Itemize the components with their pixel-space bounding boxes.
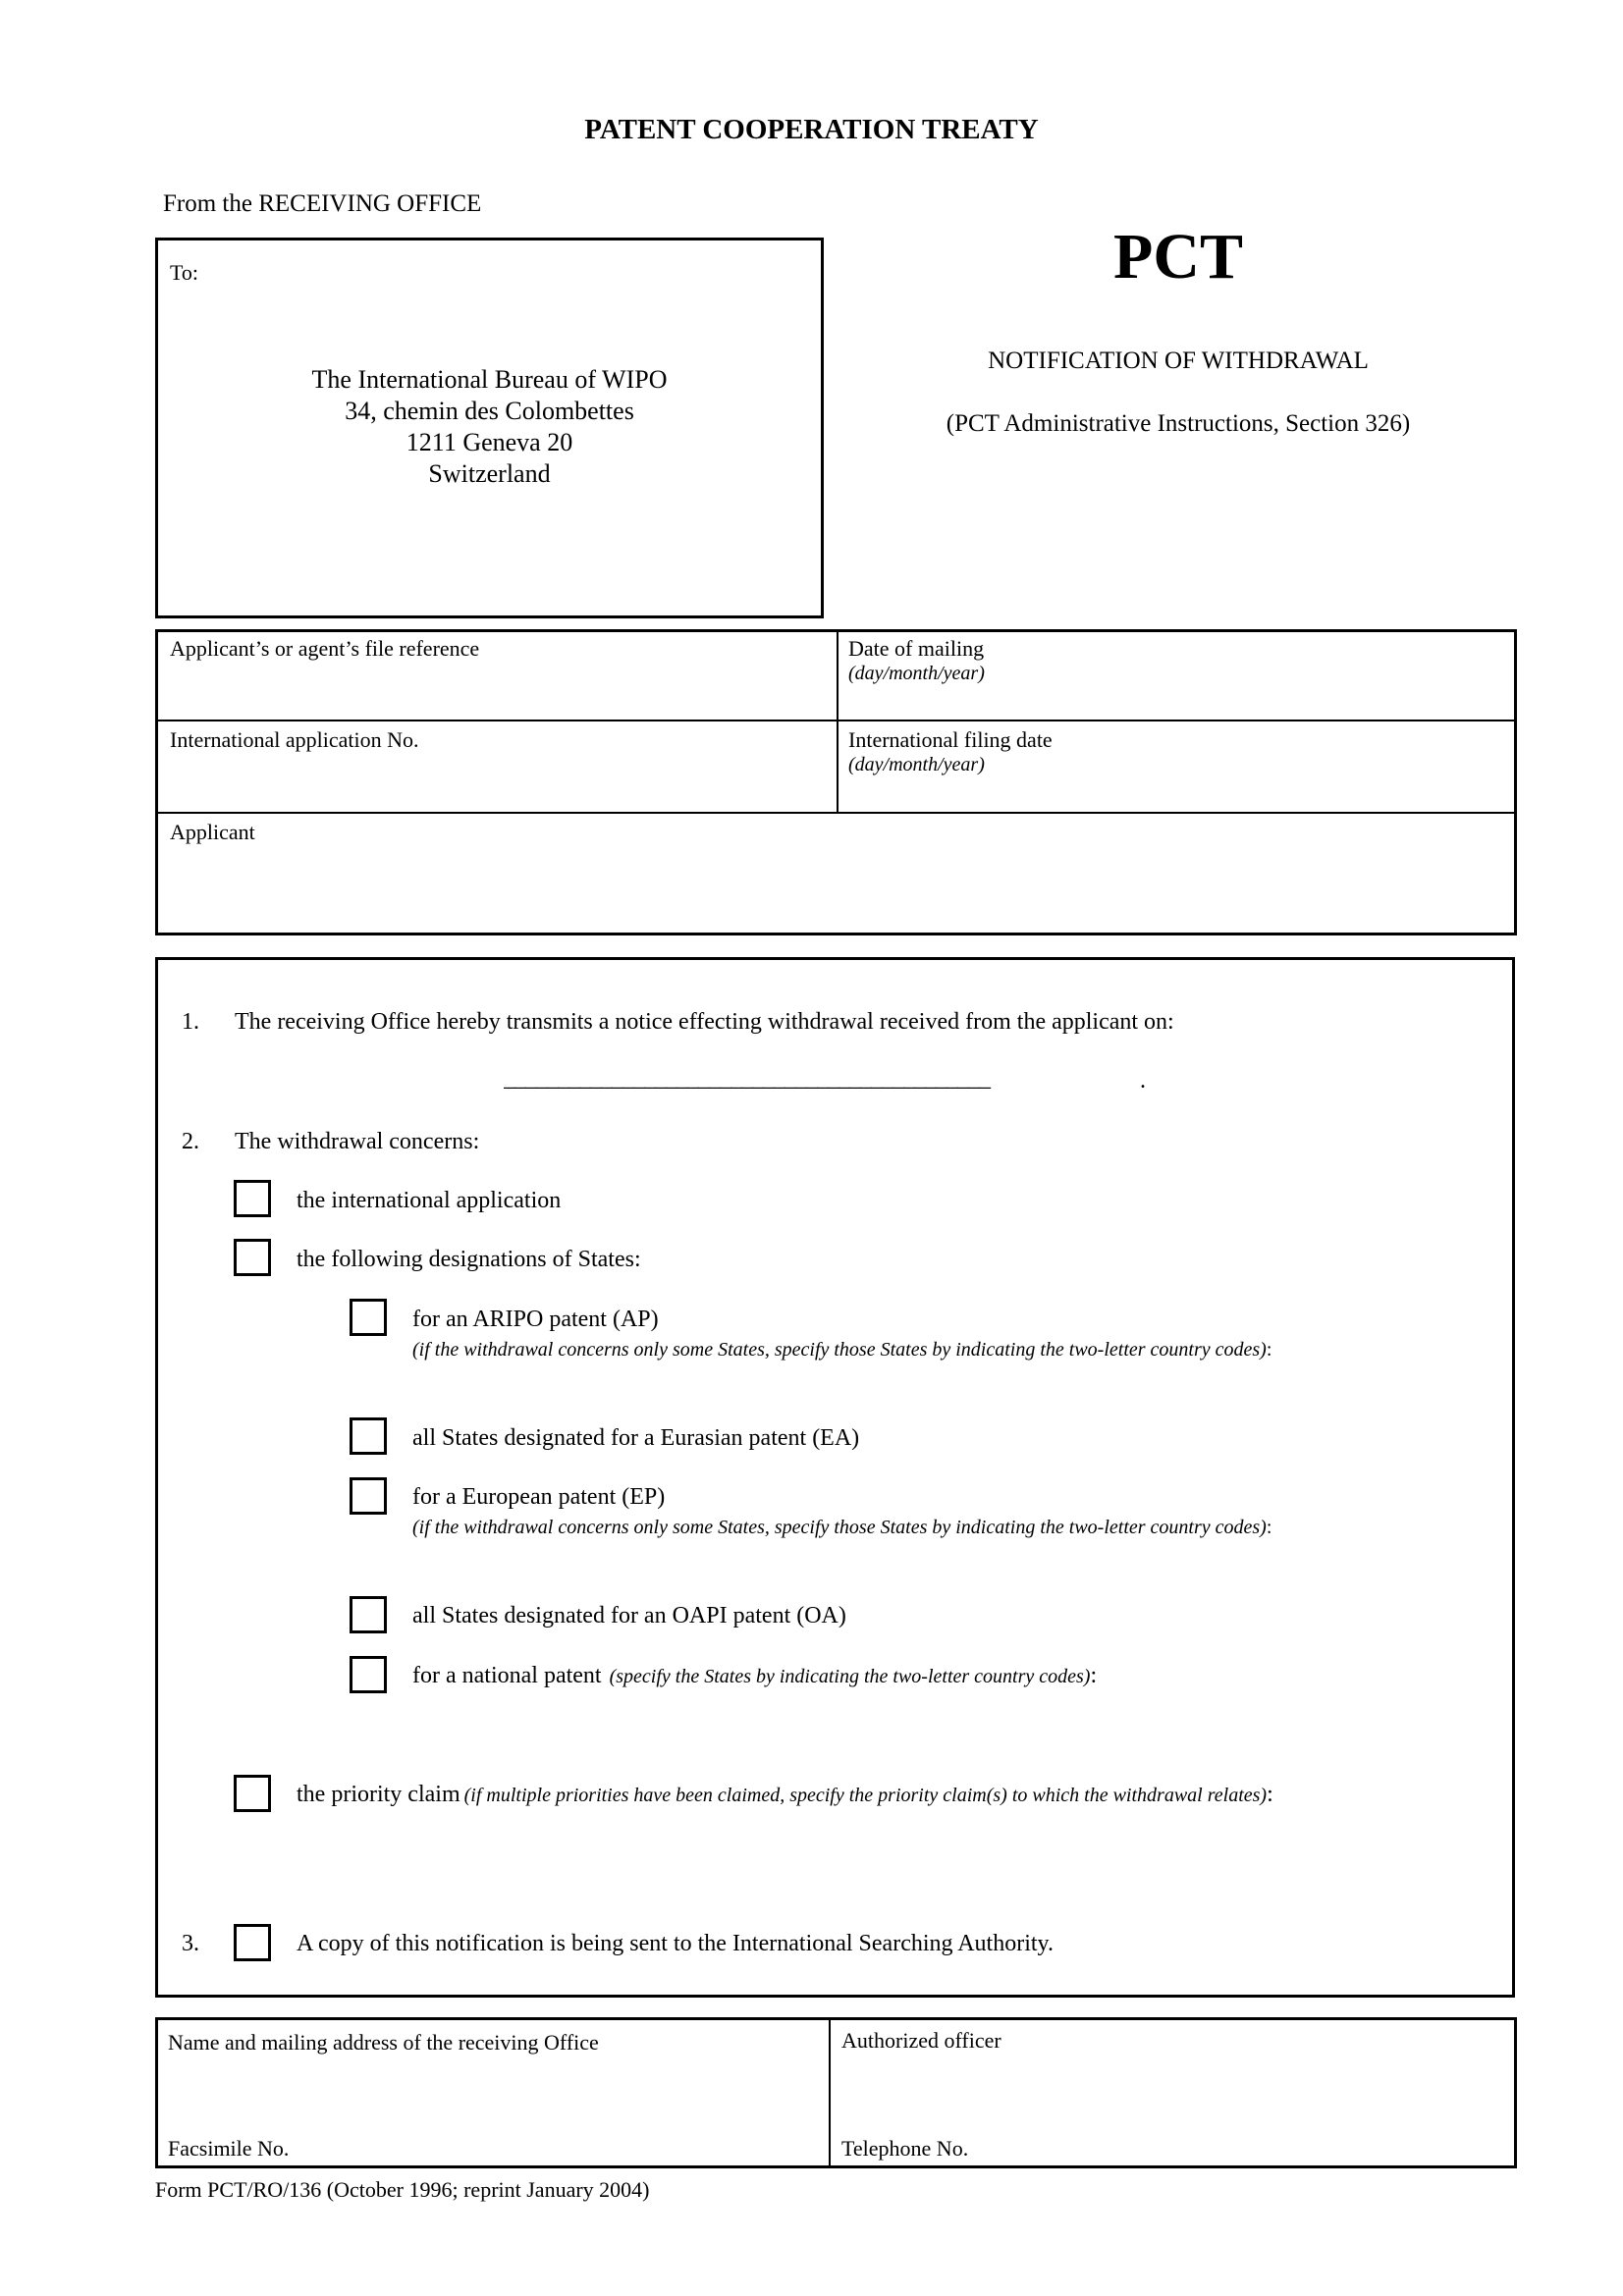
office-info-box xyxy=(155,2017,1517,2168)
withdrawal-received-date-field[interactable]: _____________________________________________ xyxy=(504,1066,990,1092)
eurasian-checkbox[interactable] xyxy=(350,1417,387,1455)
date-of-mailing-field[interactable] xyxy=(839,632,1514,719)
national-patent-label: for a national patent xyxy=(412,1663,602,1688)
oapi-label: all States designated for an OAPI patent (OA) xyxy=(412,1603,846,1629)
address-line: 1211 Geneva 20 xyxy=(406,428,573,456)
aripo-hint-colon: : xyxy=(1266,1339,1272,1361)
authorized-officer-label: Authorized officer xyxy=(841,2028,1001,2053)
facsimile-label: Facsimile No. xyxy=(168,2136,290,2161)
applicant-label: Applicant xyxy=(170,820,255,844)
receiving-office-address-field[interactable] xyxy=(158,2020,828,2165)
date-format-hint: (day/month/year) xyxy=(848,754,985,775)
telephone-label: Telephone No. xyxy=(841,2136,969,2161)
date-format-hint: (day/month/year) xyxy=(848,663,985,684)
address-line: Switzerland xyxy=(428,459,551,488)
blank-period: . xyxy=(1140,1068,1146,1094)
item-1-number: 1. xyxy=(182,1009,199,1035)
european-hint-colon: : xyxy=(1266,1517,1272,1538)
item-3-number: 3. xyxy=(182,1931,199,1956)
priority-claim-label: the priority claim xyxy=(297,1782,460,1807)
national-patent-checkbox[interactable] xyxy=(350,1656,387,1693)
item-2-text: The withdrawal concerns: xyxy=(235,1129,480,1154)
item-3-text: A copy of this notification is being sent to the International Searching Authority. xyxy=(297,1931,1054,1956)
treaty-title: PATENT COOPERATION TREATY xyxy=(584,114,1039,145)
aripo-hint xyxy=(412,1339,1271,1362)
form-title: NOTIFICATION OF WITHDRAWAL xyxy=(988,347,1369,374)
file-reference-label: Applicant’s or agent’s file reference xyxy=(170,636,480,661)
aripo-checkbox[interactable] xyxy=(350,1299,387,1336)
european-label: for a European patent (EP) xyxy=(412,1484,666,1510)
item-1-text: The receiving Office hereby transmits a notice effecting withdrawal received from the applicant on: xyxy=(235,1009,1174,1035)
from-line: From the RECEIVING OFFICE xyxy=(163,190,482,217)
priority-claim-row xyxy=(297,1782,1273,1809)
application-no-label: International application No. xyxy=(170,727,419,752)
designations-checkbox[interactable] xyxy=(234,1239,271,1276)
aripo-hint-text: (if the withdrawal concerns only some States, specify those States by indicating the two-letter country codes) xyxy=(412,1339,1267,1361)
to-box xyxy=(155,238,824,618)
isa-copy-checkbox[interactable] xyxy=(234,1924,271,1961)
national-patent-row xyxy=(412,1663,1097,1690)
european-hint xyxy=(412,1517,1271,1539)
international-application-checkbox[interactable] xyxy=(234,1180,271,1217)
date-of-mailing-label: Date of mailing xyxy=(848,636,985,661)
receiving-office-label: Name and mailing address of the receiving Office xyxy=(168,2030,599,2055)
oapi-checkbox[interactable] xyxy=(350,1596,387,1633)
address-line: 34, chemin des Colombettes xyxy=(345,397,634,425)
filing-date-field[interactable] xyxy=(839,721,1514,811)
european-hint-text: (if the withdrawal concerns only some States, specify those States by indicating the two-letter country codes) xyxy=(412,1517,1267,1538)
to-label: To: xyxy=(170,260,199,285)
priority-claim-checkbox[interactable] xyxy=(234,1775,271,1812)
application-no-field[interactable] xyxy=(158,721,836,811)
eurasian-label: all States designated for a Eurasian patent (EA) xyxy=(412,1425,860,1451)
info-table xyxy=(155,629,1517,935)
item-2-number: 2. xyxy=(182,1129,199,1154)
international-application-label: the international application xyxy=(297,1188,562,1213)
applicant-field[interactable] xyxy=(158,814,1514,933)
recipient-address xyxy=(158,364,821,490)
form-identifier: Form PCT/RO/136 (October 1996; reprint January 2004) xyxy=(155,2177,650,2202)
divider xyxy=(829,2020,831,2165)
european-checkbox[interactable] xyxy=(350,1477,387,1515)
authorized-officer-field[interactable] xyxy=(832,2020,1514,2165)
aripo-label: for an ARIPO patent (AP) xyxy=(412,1307,659,1332)
form-subtitle: (PCT Administrative Instructions, Section 326) xyxy=(946,410,1411,437)
filing-date-label: International filing date xyxy=(848,727,1053,752)
file-reference-field[interactable] xyxy=(158,632,836,719)
designations-label: the following designations of States: xyxy=(297,1247,641,1272)
priority-claim-hint-colon: : xyxy=(1267,1782,1273,1807)
withdrawal-details-box xyxy=(155,957,1515,1998)
national-patent-hint: (specify the States by indicating the two-letter country codes) xyxy=(609,1666,1091,1687)
priority-claim-hint: (if multiple priorities have been claimed, specify the priority claim(s) to which the withdrawal relates) xyxy=(463,1785,1268,1806)
address-line: The International Bureau of WIPO xyxy=(311,365,668,394)
pct-logo: PCT xyxy=(1113,221,1243,293)
national-patent-hint-colon: : xyxy=(1090,1663,1098,1688)
